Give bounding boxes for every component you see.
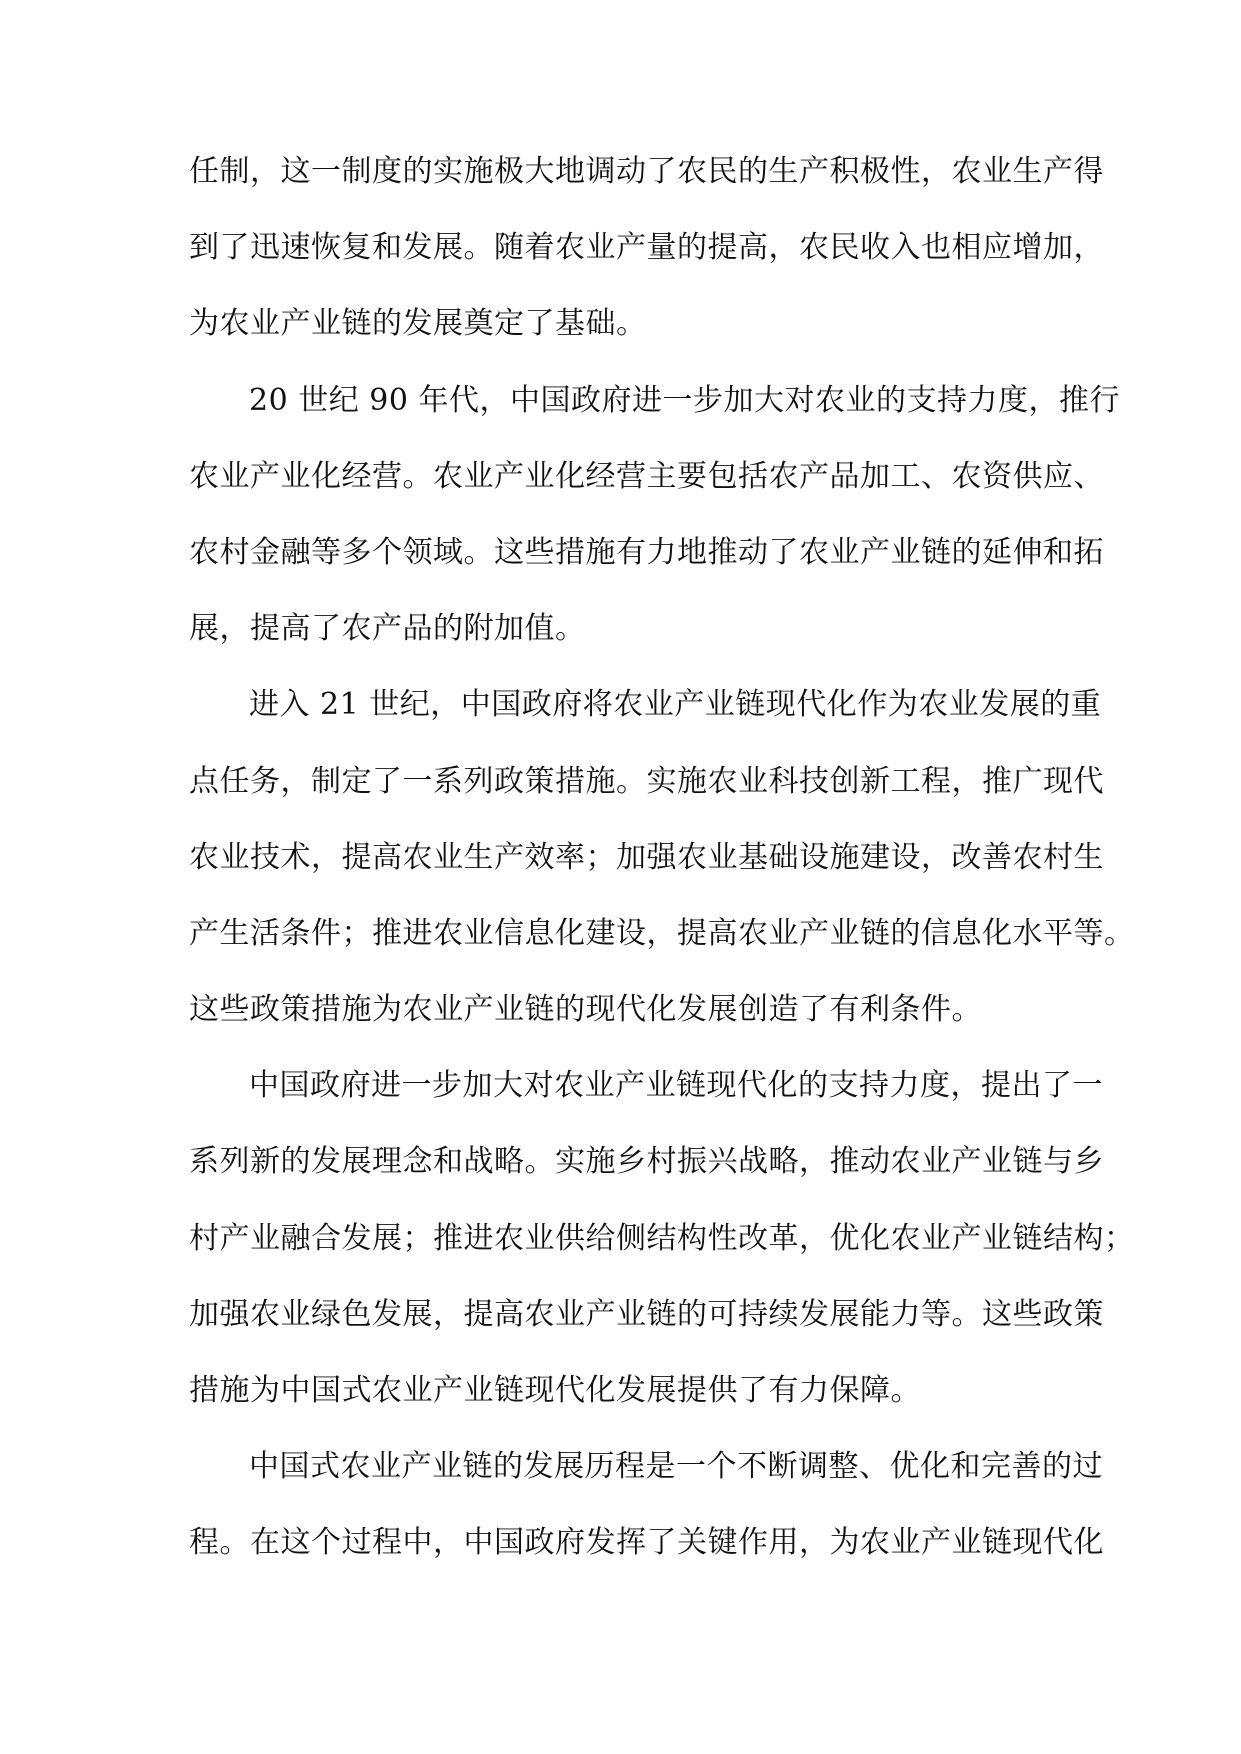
text-line: 这些政策措施为农业产业链的现代化发展创造了有利条件。 xyxy=(189,992,982,1028)
text-line: 任制，这一制度的实施极大地调动了农民的生产积极性，农业生产得 xyxy=(189,154,1104,189)
text-line: 20 世纪 90 年代，中国政府进一步加大对农业的支持力度，推行 xyxy=(249,382,1120,418)
text-line: 到了迅速恢复和发展。随着农业产量的提高，农民收入也相应增加， xyxy=(189,230,1104,266)
text-line: 农村金融等多个领域。这些措施有力地推动了农业产业链的延伸和拓 xyxy=(189,534,1104,570)
text-line: 展，提高了农产品的附加值。 xyxy=(189,611,586,647)
document-body xyxy=(189,141,1135,1589)
text-line: 农业技术，提高农业生产效率；加强农业基础设施建设，改善农村生 xyxy=(189,839,1104,875)
text-line: 点任务，制定了一系列政策措施。实施农业科技创新工程，推广现代 xyxy=(189,763,1104,799)
text-line: 措施为中国式农业产业链现代化发展提供了有力保障。 xyxy=(189,1373,921,1408)
text-line: 程。在这个过程中，中国政府发挥了关键作用，为农业产业链现代化 xyxy=(189,1525,1104,1561)
text-line: 系列新的发展理念和战略。实施乡村振兴战略，推动农业产业链与乡 xyxy=(189,1144,1104,1180)
text-line: 村产业融合发展；推进农业供给侧结构性改革，优化农业产业链结构； xyxy=(189,1220,1135,1256)
text-line: 进入 21 世纪，中国政府将农业产业链现代化作为农业发展的重 xyxy=(249,687,1102,723)
text-line: 农业产业化经营。农业产业化经营主要包括农产品加工、农资供应、 xyxy=(189,458,1104,494)
text-line: 加强农业绿色发展，提高农业产业链的可持续发展能力等。这些政策 xyxy=(189,1296,1104,1332)
text-line: 中国政府进一步加大对农业产业链现代化的支持力度，提出了一 xyxy=(249,1068,1103,1104)
text-line: 为农业产业链的发展奠定了基础。 xyxy=(189,306,647,342)
text-line: 产生活条件；推进农业信息化建设，提高农业产业链的信息化水平等。 xyxy=(189,915,1135,951)
text-line: 中国式农业产业链的发展历程是一个不断调整、优化和完善的过 xyxy=(249,1449,1103,1485)
